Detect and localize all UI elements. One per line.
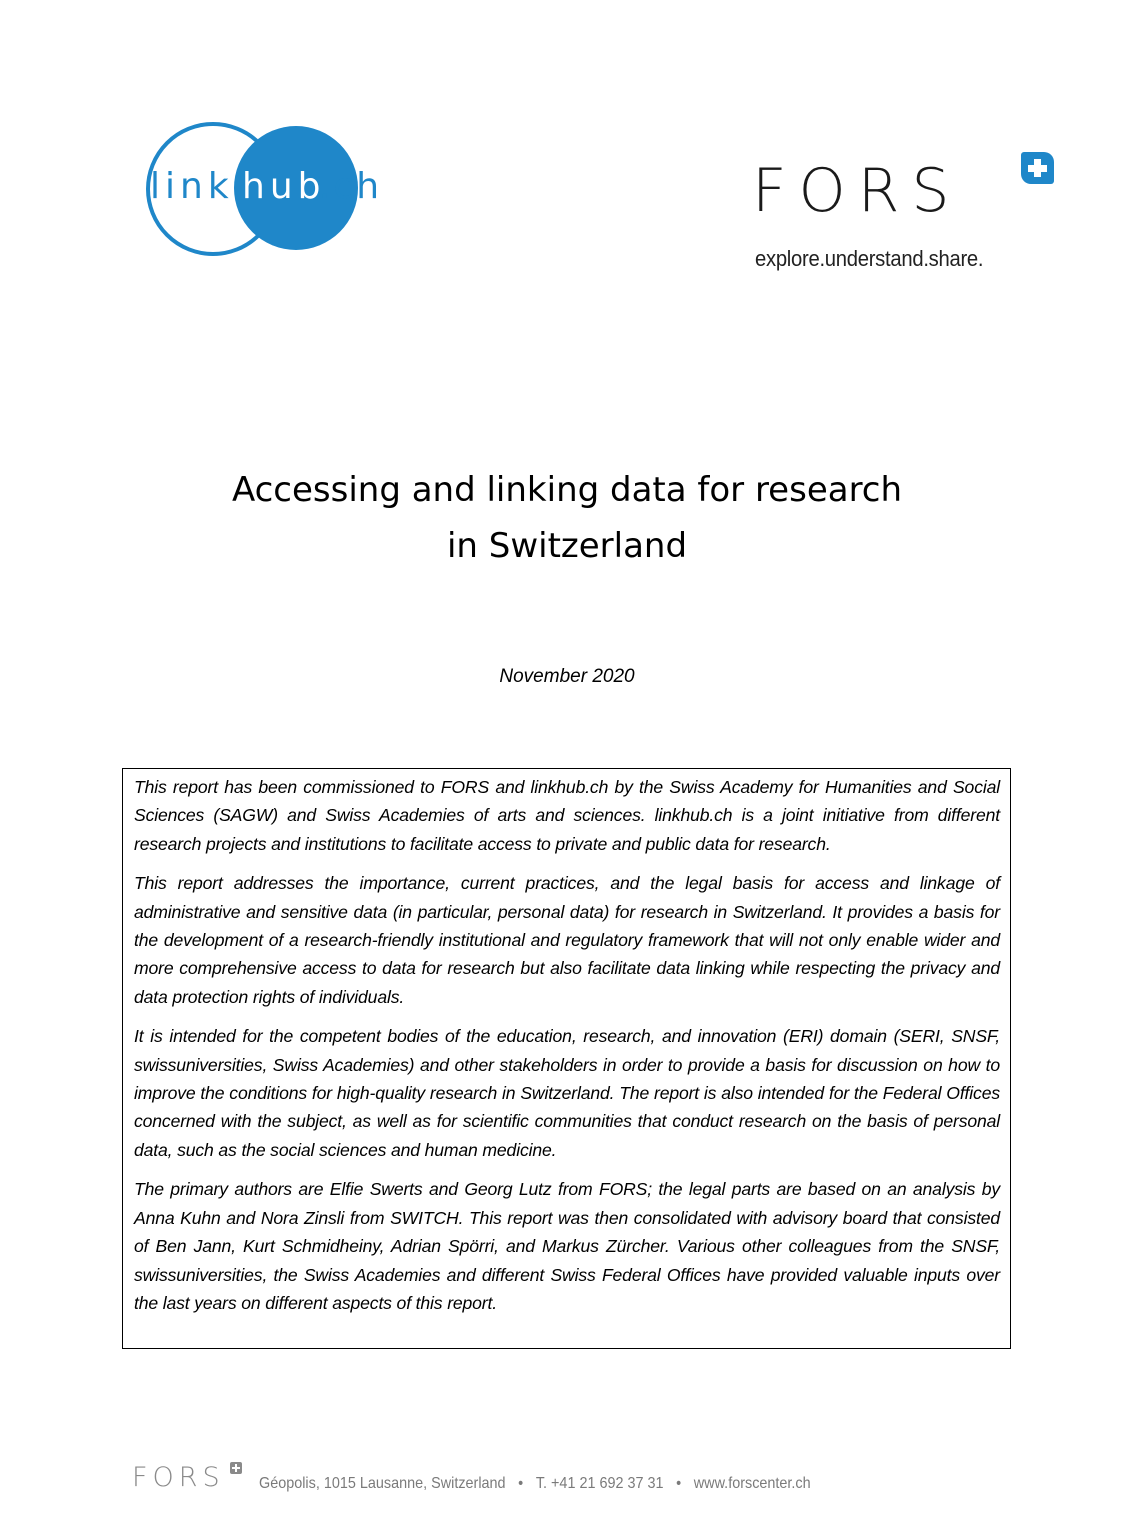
document-title [0, 462, 1134, 574]
linkhub-logo-link-text: link [150, 166, 234, 207]
footer-contact-info [259, 1475, 811, 1493]
info-paragraph-authors: The primary authors are Elfie Swerts and Georg Lutz from FORS; the legal parts are based on an analysis by Anna Kuhn and Nora Zinsli from SWITCH. This report was then consolidated with advisory board that consisted of Ben Jann, Kurt Schmidheiny, Adrian Spörri, and Markus Zürcher. Various other colleagues from the SNSF, swissuniversities, the Swiss Academies and different Swiss Federal Offices have provided valuable inputs over the last years on different aspects of this report. [134, 1179, 1000, 1313]
report-info-box [122, 768, 1011, 1349]
fors-logo [752, 148, 1062, 278]
footer-phone: T. +41 21 692 37 31 [535, 1475, 664, 1492]
info-paragraph-audience: It is intended for the competent bodies of the education, research, and innovation (ERI) domain (SERI, SNSF, swissuniversities, Swiss Academies) and other stakeholders in order to provide a basis for discussion on how to improve the conditions for high-quality research in Switzerland. The report is also intended for the Federal Offices concerned with the subject, as well as for scientific communities that conduct research on the basis of personal data, such as the social sciences and human medicine. [134, 1026, 1000, 1160]
info-paragraph-commission: This report has been commissioned to FORS and linkhub.ch by the Swiss Academy for Humanities and Social Sciences (SAGW) and Swiss Academies of arts and sciences. linkhub.ch is a joint initiative from different research projects and institutions to facilitate access to private and public data for research. [134, 777, 1000, 854]
footer-address: Géopolis, 1015 Lausanne, Switzerland [259, 1475, 506, 1492]
plus-icon [1021, 152, 1054, 184]
linkhub-logo-ch-text: .ch [319, 166, 383, 207]
linkhub-logo-hub-text: hub [242, 166, 326, 207]
footer-plus-icon [230, 1462, 242, 1474]
info-paragraph-scope: This report addresses the importance, current practices, and the legal basis for access and linkage of administrative and sensitive data (in particular, personal data) for research in Switzerland. It provides a basis for the development of a research-friendly institutional and regulatory framework that will not only enable wider and more comprehensive access to data for research but also facilitate data linking while respecting the privacy and data protection rights of individuals. [134, 873, 1000, 1007]
footer-separator-2: • [676, 1475, 682, 1492]
footer-fors-wordmark: FORS [132, 1462, 225, 1493]
document-date: November 2020 [499, 666, 635, 687]
footer-separator-1: • [518, 1475, 524, 1492]
footer-website-link[interactable]: www.forscenter.ch [693, 1475, 811, 1492]
fors-tagline: explore.understand.share. [755, 246, 984, 271]
fors-wordmark: FORS [752, 156, 962, 226]
document-title-line-1: Accessing and linking data for research [231, 470, 903, 510]
page-footer [132, 1462, 1032, 1502]
document-title-line-2: in Switzerland [446, 526, 688, 566]
linkhub-logo [138, 118, 398, 263]
